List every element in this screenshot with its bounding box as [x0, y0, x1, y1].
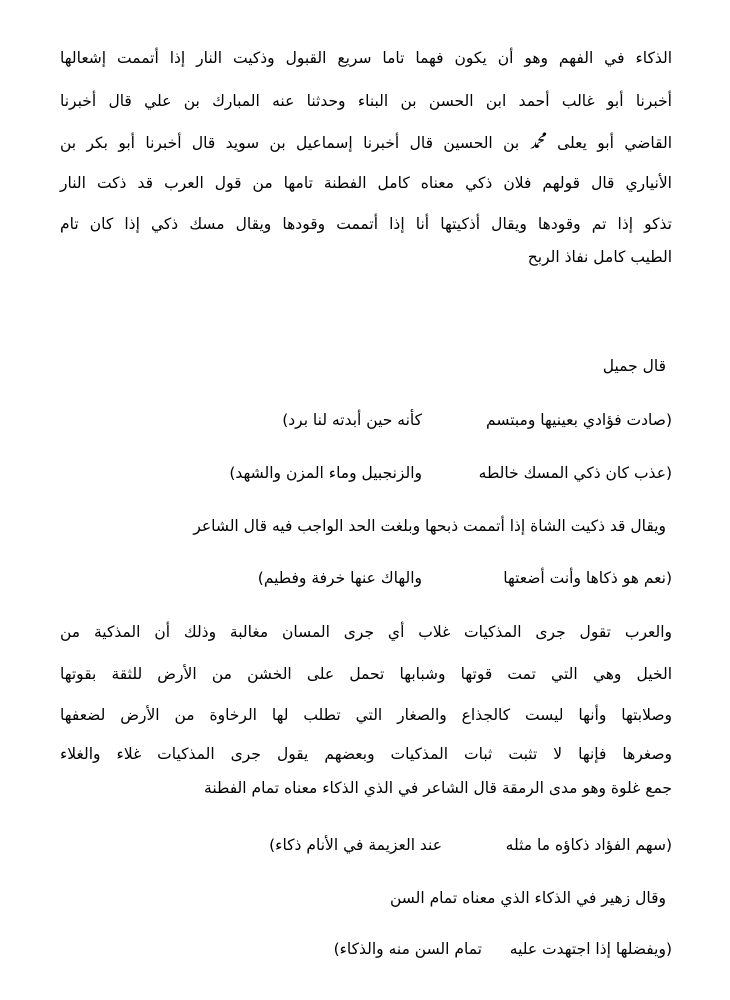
- paragraph-line: والعرب تقول جرى المذكيات غلاب أي جرى المسان مغالبة وذلك أن المذكية من: [60, 623, 672, 641]
- verse-first-hemistich: (نعم هو ذكاها وأنت أضعتها: [503, 569, 672, 587]
- paragraph-line: أخبرنا أبو غالب أحمد ابن الحسن بن البناء وحدثنا عنه المبارك بن علي قال أخبرنا: [60, 92, 672, 110]
- paragraph-line: ويقال قد ذكيت الشاة إذا أتممت ذبحها وبلغت الحد الواجب فيه قال الشاعر: [193, 517, 666, 535]
- poem-intro: قال جميل: [602, 357, 666, 375]
- paragraph-line: الخيل وهي التي تمت قوتها وشبابها تحمل على الخشن من الأرض للثقة بقوتها: [60, 665, 672, 683]
- paragraph-line: وصلابتها وأنها ليست كالجذاع والصغار التي تطلب لها الرخاوة من الأرض لضعفها: [60, 706, 672, 724]
- verse-second-hemistich: والزنجبيل وماء المزن والشهد): [229, 464, 422, 482]
- verse-first-hemistich: (صادت فؤادي بعينيها ومبتسم: [486, 411, 672, 429]
- verse-first-hemistich: (سهم الفؤاد ذكاؤه ما مثله: [505, 836, 672, 854]
- paragraph-line: جمع غلوة وهو مدى الرمقة قال الشاعر في الذي الذكاء معناه تمام الفطنة: [204, 779, 672, 797]
- verse-second-hemistich: كأنه حين أبدته لنا برد): [282, 411, 422, 429]
- verse-second-hemistich: عند العزيمة في الأنام ذكاء): [269, 836, 442, 854]
- verse-second-hemistich: تمام السن منه والذكاء): [333, 940, 482, 958]
- verse-first-hemistich: (عذب كان ذكي المسك خالطه: [478, 464, 672, 482]
- paragraph-line: الطيب كامل نفاذ الربح: [527, 248, 672, 266]
- verse-second-hemistich: والهاك عنها خرفة وفطيم): [257, 569, 422, 587]
- paragraph-line: وصغرها فإنها لا تثبت ثبات المذكيات وبعضهم يقول جرى المذكيات غلاء والغلاء: [60, 745, 672, 763]
- verse-first-hemistich: (ويفضلها إذا اجتهدت عليه: [509, 940, 672, 958]
- paragraph-line: تذكو إذا تم وقودها ويقال أذكيتها أنا إذا أتممت وقودها ويقال مسك ذكي إذا كان تام: [60, 215, 672, 233]
- paragraph-line: الأنياري قال قولهم فلان ذكي معناه كامل الفطنة تامها من قول العرب قد ذكت النار: [60, 174, 672, 192]
- paragraph-line: الذكاء في الفهم وهو أن يكون فهما تاما سريع القبول وذكيت النار إذا أتممت إشعالها: [60, 49, 672, 67]
- paragraph-line: القاضي أبو يعلى ﷴ بن الحسين قال أخبرنا إسماعيل بن سويد قال أخبرنا أبو بكر بن: [60, 134, 672, 152]
- poem-intro: وقال زهير في الذكاء الذي معناه تمام السن: [390, 889, 666, 907]
